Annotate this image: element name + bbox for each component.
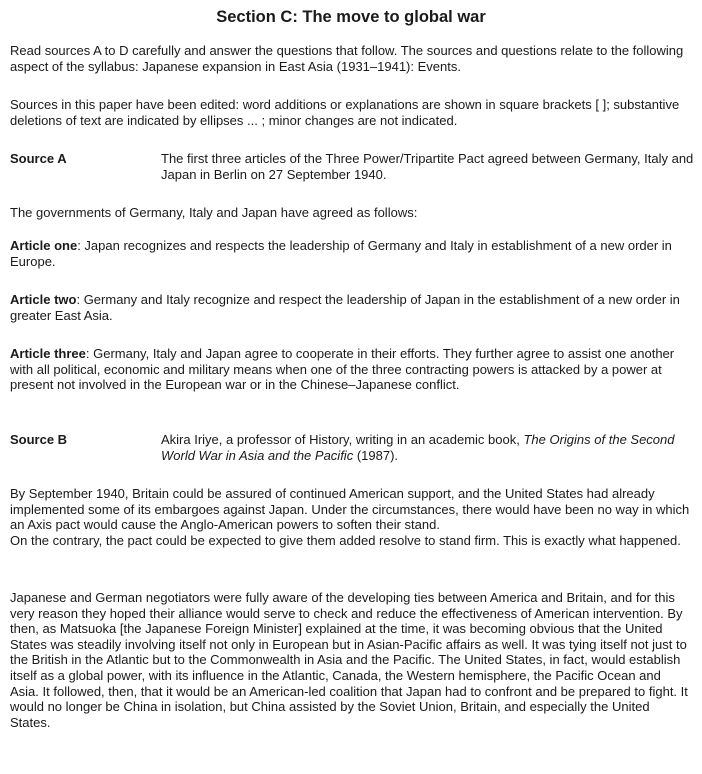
article-three-text: : Germany, Italy and Japan agree to cooperate in their efforts. They further agree to assist one another with all political, economic and military means when one of the three contracting powers is attacked by a power at present not involved in the European war or in the Chinese–Japanese conflict.	[10, 346, 675, 393]
article-two	[10, 292, 692, 323]
article-two-text: : Germany and Italy recognize and respect the leadership of Japan in the establishment of a new order in greater East Asia.	[10, 292, 680, 323]
article-one	[10, 238, 692, 269]
source-b-paragraph-2: Japanese and German negotiators were fully aware of the developing ties between America and Britain, and for this very reason they hoped their alliance would serve to check and reduce the effectiveness of American intervention. By then, as Matsuoka [the Japanese Foreign Minister] explained at the time, it was becoming obvious that the United States was steadily involving itself not only in European but in Asian-Pacific affairs as well. It was tying itself not just to the British in the Atlantic but to the Commonwealth in Asia and the Pacific. The United States, in fact, would establish itself as a global power, with its influence in the Atlantic, Canada, the Western hemisphere, the Pacific Ocean and Asia. It followed, then, that it would be an American-led coalition that Japan had to confront and be prepared to fight. It would no longer be China in isolation, but China assisted by the Soviet Union, Britain, and especially the United States.	[10, 590, 688, 730]
source-b-label: Source B	[10, 432, 68, 447]
source-a-label: Source A	[10, 151, 67, 166]
source-b-desc-suffix: (1987).	[353, 447, 399, 463]
source-b-paragraph-1-part-2: On the contrary, the pact could be expected to give them added resolve to stand firm. This is exactly what happened.	[10, 532, 681, 548]
article-three	[10, 346, 692, 393]
source-b-book-title: The Origins of the Second World War in Asia and the Pacific	[161, 432, 675, 463]
article-three-name: Article three	[10, 346, 86, 361]
intro-paragraph-1: Read sources A to D carefully and answer the questions that follow. The sources and questions relate to the following aspect of the syllabus: Japanese expansion in East Asia (1931–1941): Events.	[10, 43, 684, 74]
article-one-text: : Japan recognizes and respects the leadership of Germany and Italy in establishment of a new order in Europe.	[10, 238, 672, 269]
article-two-name: Article two	[10, 292, 77, 307]
source-b-paragraph-1-part-1: By September 1940, Britain could be assured of continued American support, and the United States had already implemented some of its embargoes against Japan. Under the circumstances, there would have been no way in which an Axis pact would cause the Anglo-American powers to soften their stand.	[10, 486, 690, 533]
section-title: Section C: The move to global war	[216, 8, 486, 26]
intro-paragraph-2: Sources in this paper have been edited: word additions or explanations are shown in square brackets [ ]; substantive deletions of text are indicated by ellipses ... ; minor changes are not indicated.	[10, 97, 680, 128]
article-one-name: Article one	[10, 238, 78, 253]
source-b-description	[161, 432, 696, 463]
source-a-lead: The governments of Germany, Italy and Japan have agreed as follows:	[10, 205, 418, 220]
source-a-description: The first three articles of the Three Power/Tripartite Pact agreed between Germany, Italy and Japan in Berlin on 27 September 1940.	[161, 151, 694, 182]
source-b-paragraph-1	[10, 486, 692, 548]
source-b-desc-prefix: Akira Iriye, a professor of History, writing in an academic book,	[161, 432, 524, 447]
